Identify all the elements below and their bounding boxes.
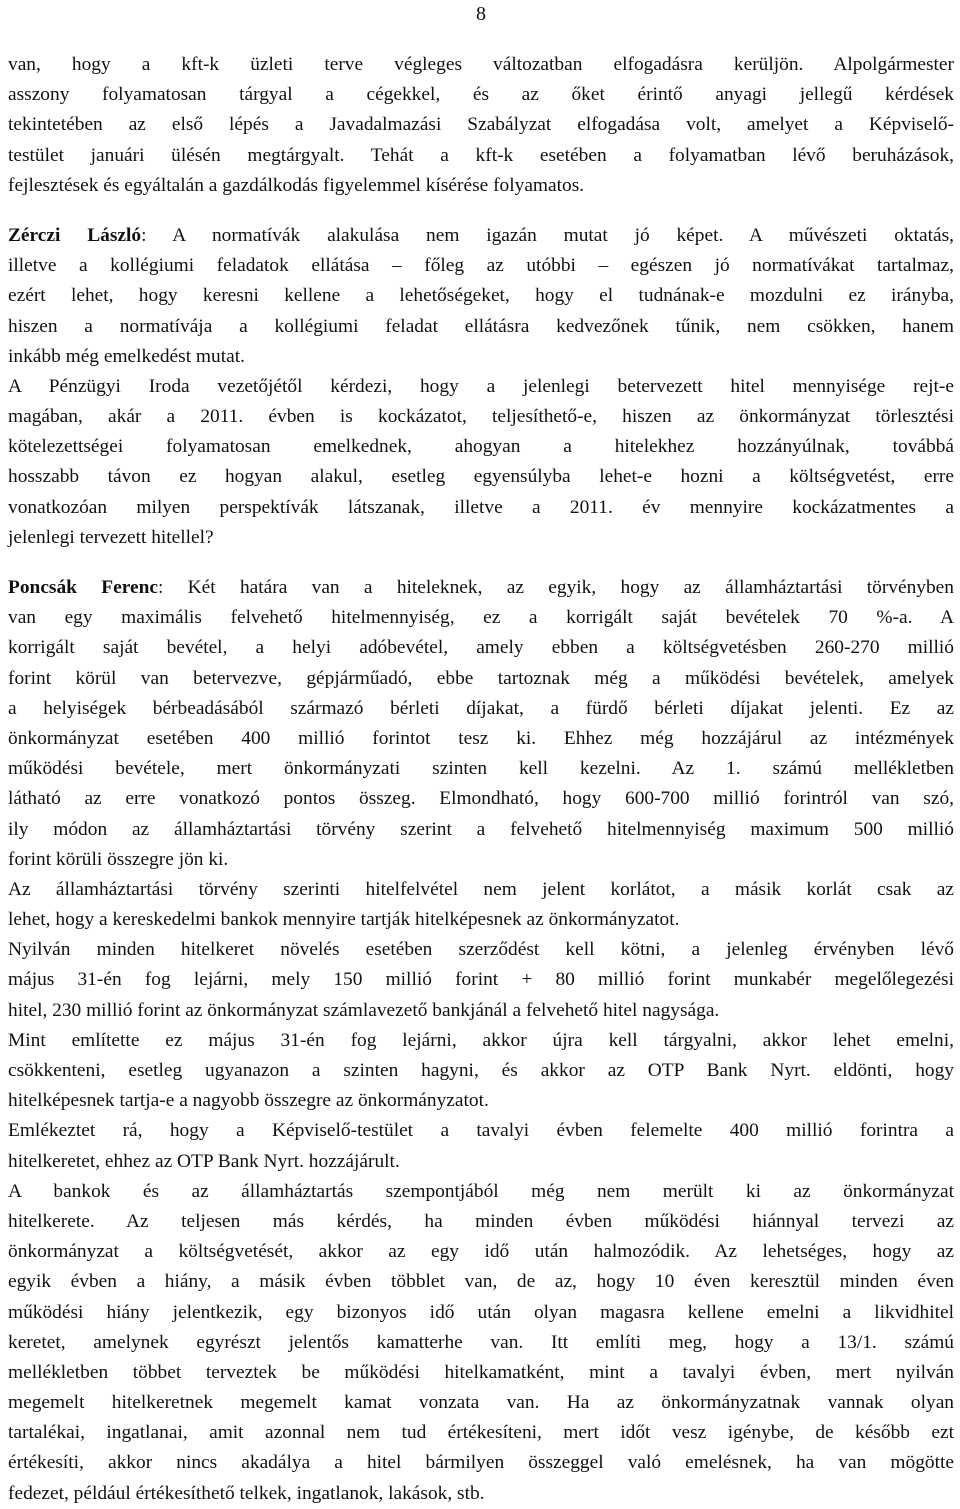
text-line: testület januári ülésén megtárgyalt. Tehát a kft-k esetében a folyamatban lévő beruházások, — [8, 144, 954, 166]
text-line: forint körül van betervezve, gépjárműadó, ebbe tartoznak még a működési bevételek, amelyek — [8, 667, 954, 689]
text-line: május 31-én fog lejárni, mely 150 millió forint + 80 millió forint munkabér megelőlegezési — [8, 969, 954, 991]
paragraph — [8, 50, 954, 201]
text-line: forint körüli összegre jön ki. — [8, 848, 229, 870]
text-line: Mint említette ez május 31-én fog lejárni, akkor újra kell tárgyalni, akkor lehet emelni, — [8, 1029, 954, 1051]
text-line: illetve a kollégiumi feladatok ellátása – főleg az utóbbi – egészen jó normatívákat tartalmaz, — [8, 255, 954, 277]
text-line: van egy maximális felvehető hitelmennyiség, ez a korrigált saját bevételek 70 %-a. A — [8, 607, 954, 629]
text-line: tekintetében az első lépés a Javadalmazási Szabályzat elfogadása volt, amelyet a Képviselő- — [8, 114, 954, 136]
text-line: működési hiány jelentkezik, egy bizonyos idő után olyan magasra kellene emelni a likvidhitel — [8, 1301, 954, 1323]
text-line: megemelt hitelkeretnek megemelt kamat vonzata van. Ha az önkormányzatnak vannak olyan — [8, 1392, 954, 1414]
text-line: magában, akár a 2011. évben is kockázatot, teljesíthető-e, hiszen az önkormányzat törlesztési — [8, 406, 954, 428]
text-line: hitelkerete. Az teljesen más kérdés, ha minden évben működési hiánnyal tervezi az — [8, 1210, 954, 1232]
text-line: ezért lehet, hogy keresni kellene a lehetőségeket, hogy el tudnának-e mozdulni ez irányba, — [8, 285, 954, 307]
text-line: fejlesztések és egyáltalán a gazdálkodás figyelemmel kísérése folyamatos. — [8, 174, 585, 196]
document-body — [8, 50, 954, 1509]
text-line: a helyiségek bérbeadásából származó bérleti díjakat, a fürdő bérleti díjakat jelenti. Ez az — [8, 697, 954, 719]
text-line: hitelképesnek tartja-e a nagyobb összegre az önkormányzatot. — [8, 1090, 489, 1112]
text-line: hitelkeretet, ehhez az OTP Bank Nyrt. hozzájárult. — [8, 1150, 400, 1172]
text-line: értékesíti, akkor nincs akadálya a hitel bármilyen összeggel való emelésnek, ha van mögötte — [8, 1452, 954, 1474]
text-line: ily módon az államháztartási törvény szerint a felvehető hitelmennyiség maximum 500 millió — [8, 818, 954, 840]
text-line: látható az erre vonatkozó pontos összeg. Elmondható, hogy 600-700 millió forintról van szó, — [8, 788, 954, 810]
text-line: mellékletben többet terveztek be működési hitelkamatként, mint a tavalyi évben, mert nyilván — [8, 1361, 954, 1383]
paragraph — [8, 573, 954, 1509]
text-line: Az államháztartási törvény szerinti hitelfelvétel nem jelent korlátot, a másik korlát csak az — [8, 878, 954, 900]
text-line: fedezet, például értékesíthető telkek, ingatlanok, lakások, stb. — [8, 1482, 485, 1504]
text-line: önkormányzat a költségvetését, akkor az egy idő után halmozódik. Az lehetséges, hogy az — [8, 1241, 954, 1263]
speaker-text: : A normatívák alakulása nem igazán mutat jó képet. A művészeti oktatás, — [141, 224, 954, 246]
text-line: jelenlegi tervezett hitellel? — [8, 526, 214, 548]
text-line: hitel, 230 millió forint az önkormányzat számlavezető bankjánál a felvehető hitel nagysága. — [8, 999, 720, 1021]
text-line: tartalékai, ingatlanai, amit azonnal nem tud értékesíteni, mert időt vesz igénybe, de később ezt — [8, 1422, 954, 1444]
text-line: Nyilván minden hitelkeret növelés esetében szerződést kell kötni, a jelenleg érvényben lévő — [8, 939, 954, 961]
text-line — [8, 221, 954, 251]
text-line: A Pénzügyi Iroda vezetőjétől kérdezi, hogy a jelenlegi betervezett hitel mennyisége rejt-e — [8, 375, 954, 397]
text-line: van, hogy a kft-k üzleti terve végleges változatban elfogadásra kerüljön. Alpolgármester — [8, 54, 954, 75]
text-line: korrigált saját bevétel, a helyi adóbevétel, amely ebben a költségvetésben 260-270 millió — [8, 637, 954, 659]
text-line: csökkenteni, esetleg ugyanazon a szinten hagyni, és akkor az OTP Bank Nyrt. eldönti, hogy — [8, 1060, 954, 1081]
text-line: vonatkozóan milyen perspektívák látszanak, illetve a 2011. év mennyire kockázatmentes a — [8, 496, 954, 518]
text-line: A bankok és az államháztartás szempontjából még nem merült ki az önkormányzat — [8, 1180, 954, 1202]
text-line — [8, 573, 954, 603]
text-line: hiszen a normatívája a kollégiumi feladat ellátásra kedvezőnek tűnik, nem csökken, hanem — [8, 315, 954, 337]
speaker-name: Poncsák Ferenc — [8, 577, 158, 598]
page-number: 8 — [476, 3, 486, 25]
text-line: inkább még emelkedést mutat. — [8, 345, 245, 367]
text-line: keretet, amelynek egyrészt jelentős kamatterhe van. Itt említi meg, hogy a 13/1. számú — [8, 1331, 954, 1353]
text-line: Emlékeztet rá, hogy a Képviselő-testület a tavalyi évben felemelte 400 millió forintra a — [8, 1120, 954, 1142]
speaker-name: Zérczi László — [8, 224, 142, 246]
text-line: önkormányzat esetében 400 millió forintot tesz ki. Ehhez még hozzájárul az intézmények — [8, 727, 954, 749]
text-line: kötelezettségei folyamatosan emelkednek, ahogyan a hitelekhez hozzányúlnak, továbbá — [8, 436, 954, 458]
speaker-text: : Két határa van a hiteleknek, az egyik, hogy az államháztartási törvényben — [157, 577, 954, 598]
text-line: egyik évben a hiány, a másik évben többlet van, de az, hogy 10 éven keresztül minden éven — [8, 1271, 954, 1293]
paragraph — [8, 221, 954, 553]
text-line: asszony folyamatosan tárgyal a cégekkel, és az őket érintő anyagi jellegű kérdések — [8, 84, 954, 106]
text-line: működési bevétele, mert önkormányzati szinten kell kezelni. Az 1. számú mellékletben — [8, 758, 954, 780]
text-line: lehet, hogy a kereskedelmi bankok mennyire tartják hitelképesnek az önkormányzatot. — [8, 909, 680, 931]
text-line: hosszabb távon ez hogyan alakul, esetleg egyensúlyba lehet-e hozni a költségvetést, erre — [8, 466, 954, 488]
